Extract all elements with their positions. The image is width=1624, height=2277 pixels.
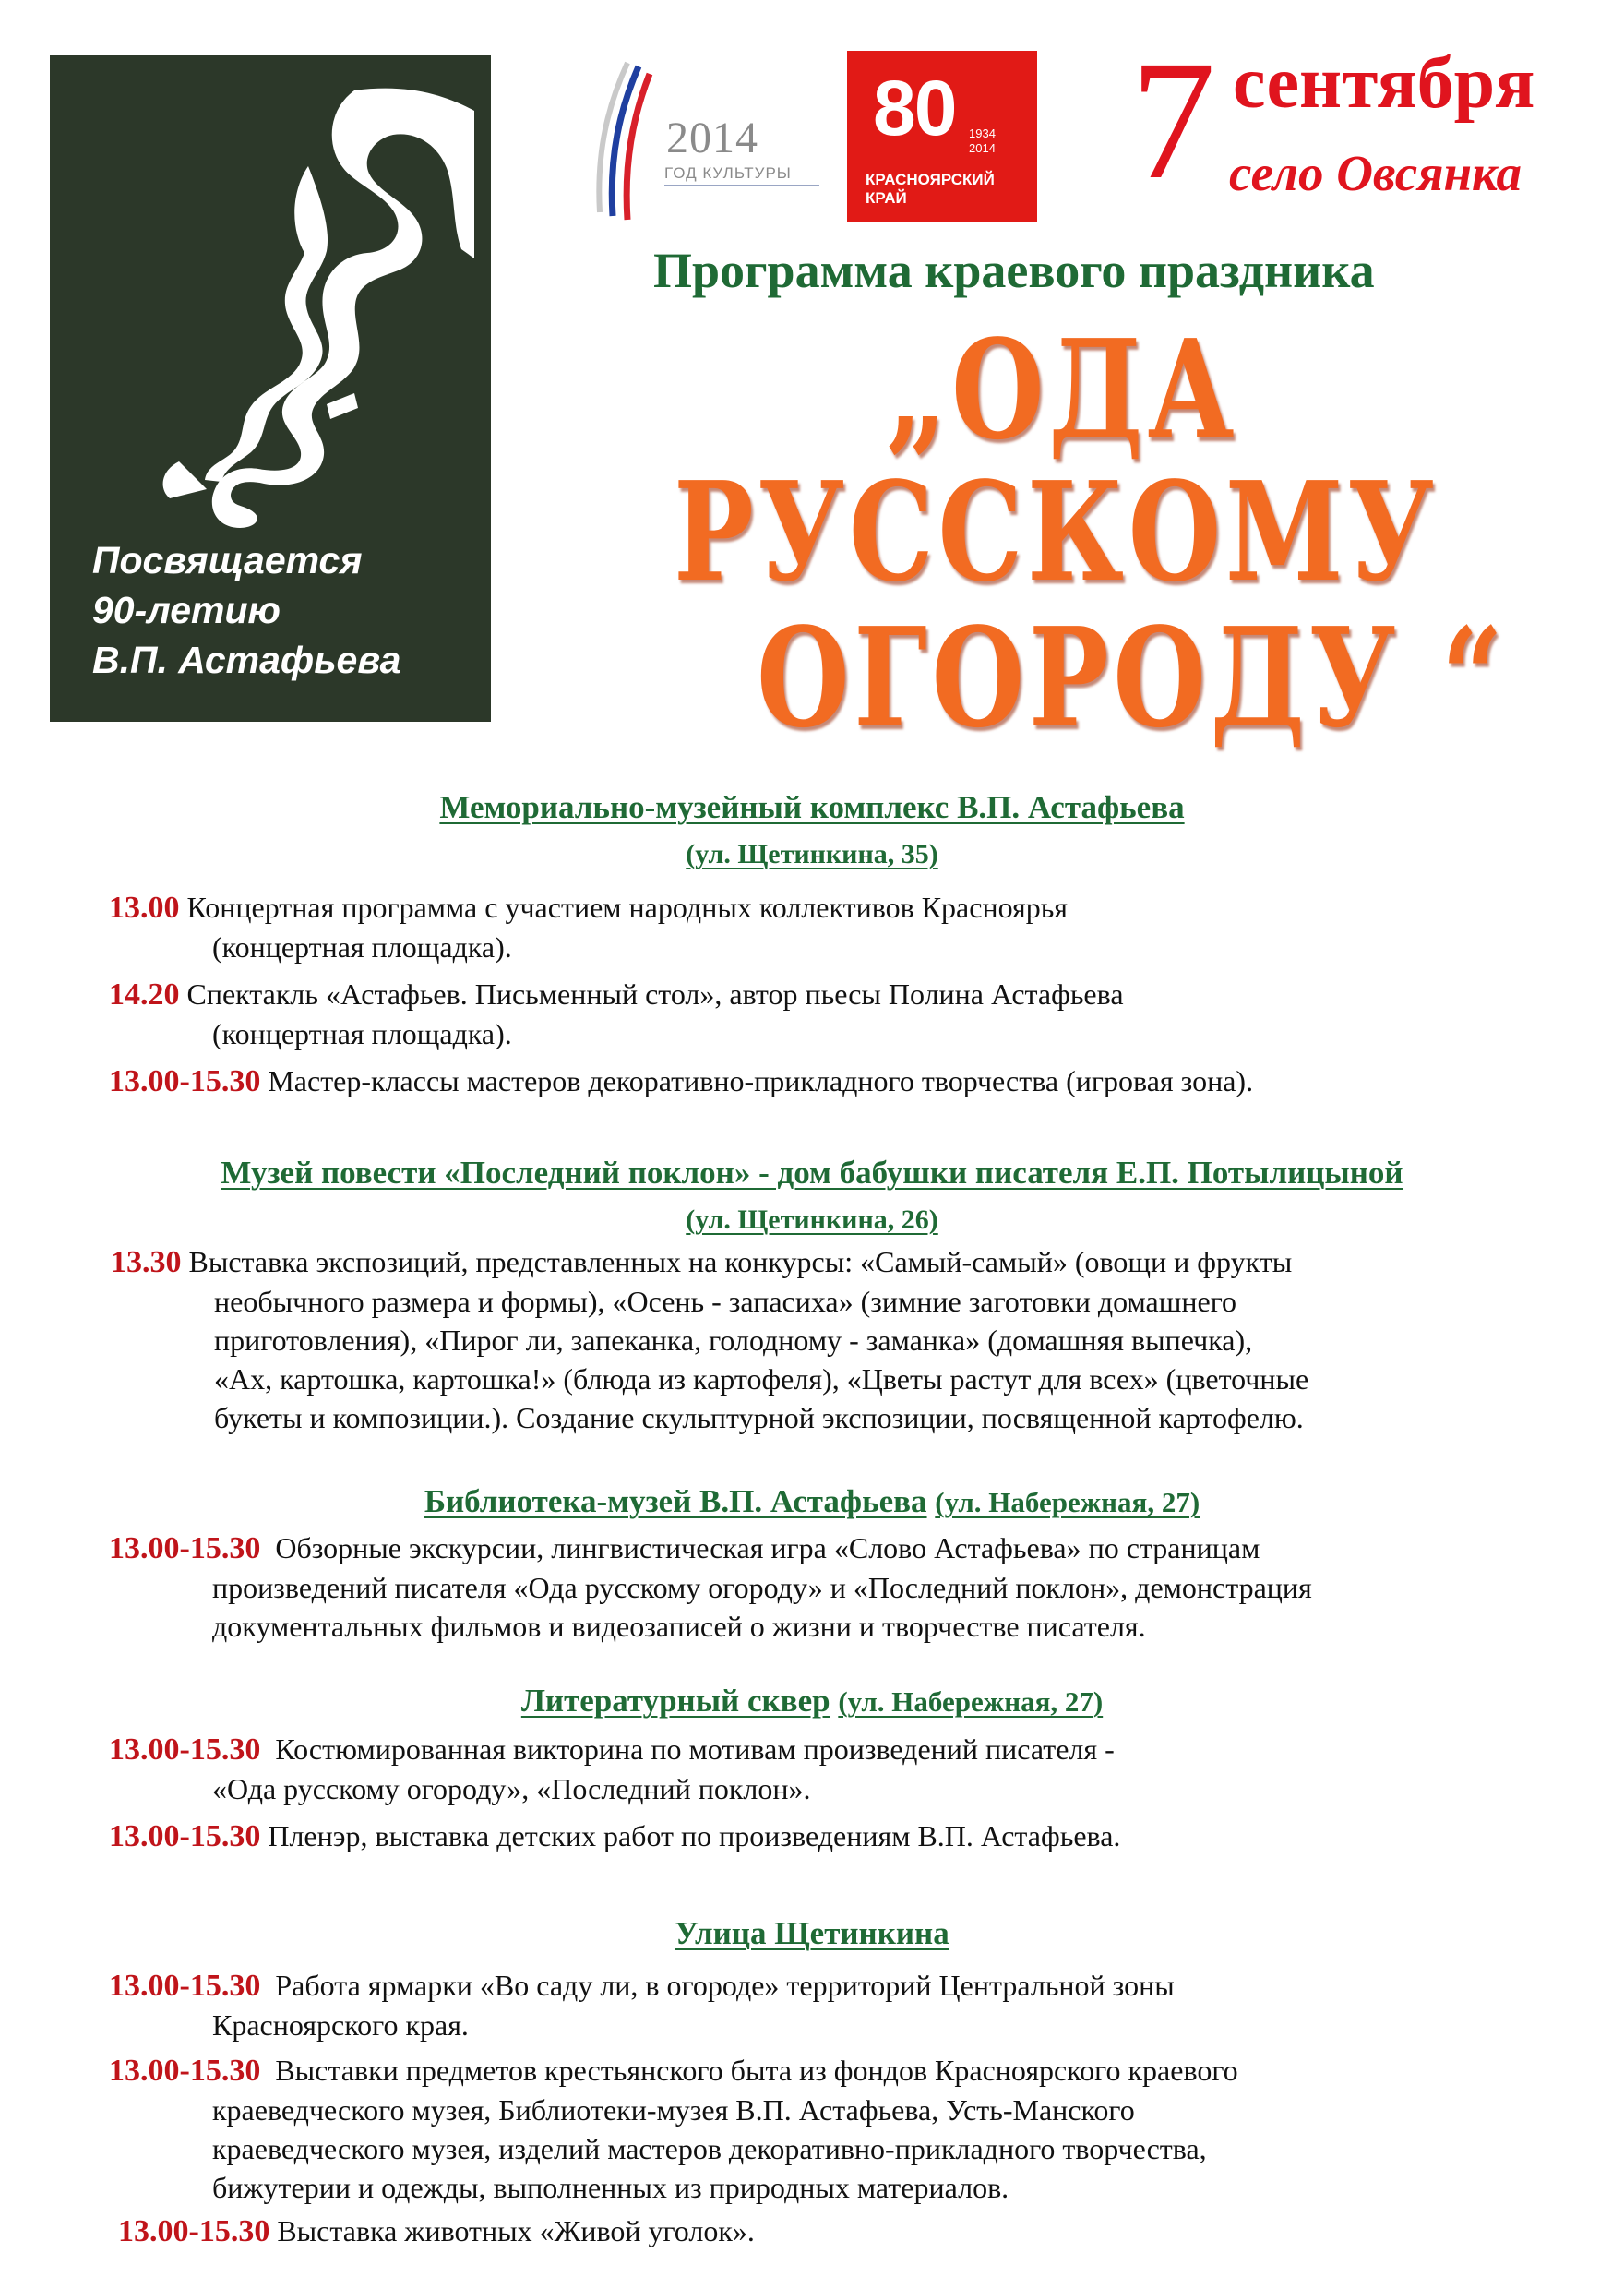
logo-year-end: 2014 [969, 141, 996, 155]
item-text: произведений писателя «Ода русскому огороду» и «Последний поклон», демонстрация [212, 1571, 1312, 1604]
item-text: краеведческого музея, изделий мастеров декоративно-прикладного творчества, [212, 2132, 1207, 2165]
section-title-text: Музей повести «Последний поклон» - дом бабушки писателя Е.П. Потылицыной [221, 1155, 1403, 1191]
dedication-line: Посвящается [92, 539, 363, 581]
dedication-line: В.П. Астафьева [92, 639, 401, 681]
krasnoyarsk-80-logo [847, 51, 1037, 222]
dedication-line: 90-летию [92, 589, 281, 631]
item-time: 13.00-15.30 [109, 1064, 261, 1098]
item-text: необычного размера и формы), «Осень - запасиха» (зимние заготовки домашнего [214, 1285, 1237, 1318]
item-text: Костюмированная викторина по мотивам произведений писателя - [275, 1732, 1115, 1766]
flag-strokes-icon [572, 57, 664, 223]
portrait-panel [50, 55, 491, 722]
section-title [0, 1482, 1624, 1522]
section-title [0, 1154, 1624, 1192]
item-text: Работа ярмарки «Во саду ли, в огороде» территорий Центральной зоны [275, 1969, 1175, 2002]
year-of-culture-logo [572, 57, 812, 223]
program-title: Программа краевого праздника [653, 243, 1375, 298]
item-text: «Ах, картошка, картошка!» (блюда из картофеля), «Цветы растут для всех» (цветочные [214, 1362, 1309, 1396]
item-text: Спектакль «Астафьев. Письменный стол», автор пьесы Полина Астафьева [186, 977, 1124, 1011]
section-title [0, 788, 1624, 827]
section-address-text: (ул. Набережная, 27) [935, 1486, 1200, 1518]
item-time: 13.00-15.30 [109, 2054, 261, 2088]
schedule-item [109, 1730, 1115, 1808]
schedule-item [109, 975, 1124, 1053]
schedule-item [109, 2051, 1238, 2207]
item-text: краеведческого музея, Библиотеки-музея В.П. Астафьева, Усть-Манского [212, 2093, 1135, 2127]
item-text: (концертная площадка). [212, 1017, 512, 1050]
section-address-text: (ул. Щетинкина, 26) [686, 1204, 938, 1235]
item-time: 13.00 [109, 891, 180, 925]
item-text: «Ода русскому огороду», «Последний поклон». [212, 1772, 811, 1805]
logo-year-start: 1934 [969, 126, 996, 140]
schedule-item [109, 1061, 1253, 1101]
section-title-text: Мемориально-музейный комплекс В.П. Астафьева [439, 789, 1185, 825]
item-text: (концертная площадка). [212, 930, 512, 964]
logo-80: 80 [873, 65, 956, 151]
logo-region [866, 171, 995, 208]
section-title-text: Улица Щетинкина [675, 1915, 949, 1951]
logo-region-line: КРАЙ [866, 189, 907, 207]
item-time: 14.20 [109, 977, 180, 1012]
schedule-item [109, 1816, 1120, 1856]
item-text: Обзорные экскурсии, лингвистическая игра «Слово Астафьева» по страницам [275, 1531, 1260, 1564]
item-time: 13.00-15.30 [118, 2214, 270, 2248]
schedule-item [109, 1528, 1312, 1646]
item-text: Красноярского края. [212, 2008, 469, 2042]
logo-year: 2014 [666, 114, 758, 162]
item-time: 13.00-15.30 [109, 1732, 261, 1767]
logo-region-line: КРАСНОЯРСКИЙ [866, 171, 995, 188]
event-day: 7 [1130, 26, 1216, 215]
item-text: Мастер-классы мастеров декоративно-прикладного творчества (игровая зона). [268, 1064, 1254, 1097]
festival-name-line: РУССКОМУ [674, 451, 1439, 612]
item-text: документальных фильмов и видеозаписей о жизни и творчестве писателя. [212, 1610, 1146, 1643]
item-time: 13.30 [111, 1245, 182, 1279]
item-text: Пленэр, выставка детских работ по произведениям В.П. Астафьева. [268, 1819, 1121, 1852]
logo-years [969, 126, 996, 156]
dedication-text [92, 535, 400, 685]
festival-name-line: ОГОРОДУ “ [757, 597, 1508, 758]
item-text: приготовления), «Пирог ли, запеканка, голодному - заманка» (домашняя выпечка), [214, 1324, 1253, 1357]
section-title [0, 1682, 1624, 1721]
schedule-item [118, 2211, 755, 2251]
item-time: 13.00-15.30 [109, 1819, 261, 1853]
item-text: Выставка животных «Живой уголок». [277, 2214, 755, 2247]
section-address [0, 1202, 1624, 1239]
item-time: 13.00-15.30 [109, 1969, 261, 2003]
festival-name-line: „ОДА [886, 309, 1239, 470]
section-address-text: (ул. Набережная, 27) [838, 1685, 1104, 1718]
item-text: букеты и композиции.). Создание скульптурной экспозиции, посвященной картофелю. [214, 1401, 1304, 1434]
section-address-text: (ул. Щетинкина, 35) [686, 839, 938, 869]
section-title-text: Библиотека-музей В.П. Астафьева [424, 1483, 927, 1519]
item-time: 13.00-15.30 [109, 1531, 261, 1565]
logo-caption: ГОД КУЛЬТУРЫ [664, 164, 792, 182]
item-text: Выставки предметов крестьянского быта из фондов Красноярского краевого [275, 2054, 1238, 2087]
schedule-item [109, 1966, 1175, 2044]
section-title [0, 1914, 1624, 1953]
section-title-text: Литературный сквер [520, 1683, 830, 1719]
logo-underline [664, 185, 819, 186]
schedule-item [111, 1242, 1308, 1437]
schedule-item [109, 888, 1068, 966]
item-text: Выставка экспозиций, представленных на конкурсы: «Самый-самый» (овощи и фрукты [188, 1245, 1293, 1278]
item-text: Концертная программа с участием народных коллективов Красноярья [186, 891, 1068, 924]
item-text: бижутерии и одежды, выполненных из природных материалов. [212, 2171, 1009, 2204]
event-place: село Овсянка [1229, 145, 1522, 201]
event-month: сентября [1233, 42, 1535, 124]
section-address [0, 836, 1624, 873]
